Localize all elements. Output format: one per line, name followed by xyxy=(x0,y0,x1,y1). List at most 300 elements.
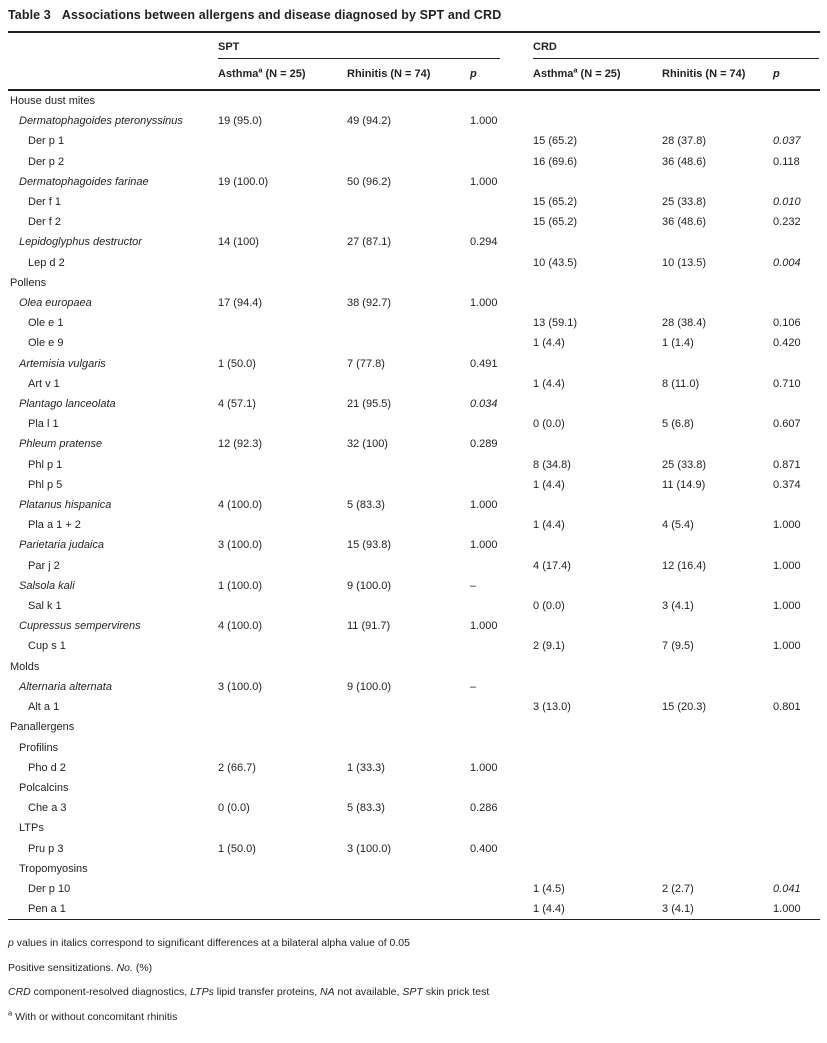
crd-rhinitis-value xyxy=(662,657,773,677)
spt-rhinitis-value xyxy=(347,717,470,737)
spt-rhinitis-value: 5 (83.3) xyxy=(347,499,385,512)
spt-p-value: 1.000 xyxy=(470,175,498,188)
spt-rhinitis-value xyxy=(347,738,470,758)
spt-rhinitis-value xyxy=(347,899,470,920)
spt-p-value: 1.000 xyxy=(470,115,498,128)
crd-rhinitis-value: 1 (1.4) xyxy=(662,337,694,350)
spt-asthma-value xyxy=(218,879,347,899)
spt-p-value: 1.000 xyxy=(470,761,498,774)
crd-p-value: 0.871 xyxy=(773,458,801,471)
crd-rhinitis-value: 15 (20.3) xyxy=(662,701,707,714)
spt-p-value xyxy=(470,879,533,899)
table-row xyxy=(8,495,820,515)
crd-asthma-value xyxy=(533,717,662,737)
crd-rhinitis-header: Rhinitis (N = 74) xyxy=(662,59,773,90)
spt-rhinitis-value: 15 (93.8) xyxy=(347,539,392,552)
spt-p-value xyxy=(470,657,533,677)
crd-p-value xyxy=(773,495,820,515)
spt-rhinitis-value xyxy=(347,556,470,576)
crd-asthma-value: 1 (4.4) xyxy=(533,519,565,532)
crd-asthma-value: 10 (43.5) xyxy=(533,256,578,269)
allergen-name: Cup s 1 xyxy=(28,640,66,653)
table-row xyxy=(8,758,820,778)
crd-p-value: 0.118 xyxy=(773,155,800,168)
allergen-name: Der f 1 xyxy=(28,196,62,209)
allergen-name: Der p 2 xyxy=(28,155,65,168)
crd-rhinitis-value xyxy=(662,434,773,454)
crd-rhinitis-value: 25 (33.8) xyxy=(662,196,707,209)
spt-p-value xyxy=(470,717,533,737)
crd-asthma-value xyxy=(533,859,662,879)
spt-p-value xyxy=(470,192,533,212)
crd-asthma-value xyxy=(533,273,662,293)
allergen-name: Pen a 1 xyxy=(28,903,66,916)
table-row xyxy=(8,111,820,131)
allergen-name: Pru p 3 xyxy=(28,842,64,855)
allergen-name: Salsola kali xyxy=(19,579,75,592)
crd-asthma-value xyxy=(533,576,662,596)
table-caption: Associations between allergens and disease diagnosed by SPT and CRD xyxy=(61,8,502,22)
table-row xyxy=(8,899,820,920)
crd-asthma-value xyxy=(533,293,662,313)
crd-rhinitis-value: 4 (5.4) xyxy=(662,519,694,532)
spt-p-value xyxy=(470,90,533,111)
spt-rhinitis-value: 1 (33.3) xyxy=(347,761,385,774)
allergen-name: Art v 1 xyxy=(28,377,60,390)
spt-asthma-value xyxy=(218,273,347,293)
spt-p-value xyxy=(470,556,533,576)
spt-p-value xyxy=(470,818,533,838)
crd-rhinitis-value xyxy=(662,738,773,758)
spt-rhinitis-value: 9 (100.0) xyxy=(347,680,392,693)
spt-asthma-value: 14 (100) xyxy=(218,236,259,249)
spt-p-value xyxy=(470,131,533,151)
spt-p-value xyxy=(470,859,533,879)
table-number: Table 3 xyxy=(8,8,51,22)
sensitizations-note xyxy=(8,956,820,981)
crd-asthma-value xyxy=(533,677,662,697)
table-row xyxy=(8,475,820,495)
spt-asthma-value xyxy=(218,738,347,758)
crd-rhinitis-value xyxy=(662,778,773,798)
crd-asthma-value xyxy=(533,232,662,252)
crd-asthma-value xyxy=(533,394,662,414)
crd-p-value: 0.041 xyxy=(773,882,801,895)
spt-p-value xyxy=(470,697,533,717)
spt-asthma-value xyxy=(218,253,347,273)
table-row xyxy=(8,455,820,475)
spt-asthma-value xyxy=(218,515,347,535)
allergen-column-header xyxy=(8,59,218,90)
crd-asthma-value: 0 (0.0) xyxy=(533,600,565,613)
crd-rhinitis-value: 25 (33.8) xyxy=(662,458,707,471)
table-row xyxy=(8,253,820,273)
crd-p-value: 0.420 xyxy=(773,337,801,350)
crd-asthma-value xyxy=(533,535,662,555)
crd-p-value: 0.037 xyxy=(773,135,801,148)
asthma-header-text: Asthma xyxy=(218,68,259,80)
spt-rhinitis-value: 5 (83.3) xyxy=(347,802,385,815)
table-row xyxy=(8,556,820,576)
allergen-name: Olea europaea xyxy=(19,297,92,310)
table-row xyxy=(8,212,820,232)
spt-section-header xyxy=(218,32,533,59)
crd-asthma-header xyxy=(533,59,662,90)
table-row xyxy=(8,434,820,454)
spt-asthma-value: 19 (95.0) xyxy=(218,115,263,128)
crd-asthma-value xyxy=(533,798,662,818)
footnotes xyxy=(8,931,820,1029)
spt-asthma-value: 12 (92.3) xyxy=(218,438,263,451)
allergen-name: Panallergens xyxy=(10,721,75,734)
spt-asthma-value xyxy=(218,556,347,576)
spt-p-value xyxy=(470,333,533,353)
spt-asthma-value xyxy=(218,475,347,495)
crd-asthma-value: 13 (59.1) xyxy=(533,317,578,330)
crd-p-value xyxy=(773,657,820,677)
spt-asthma-value xyxy=(218,152,347,172)
spt-p-value xyxy=(470,515,533,535)
asthma-n-text: (N = 25) xyxy=(580,68,621,80)
table-row xyxy=(8,333,820,353)
crd-asthma-value xyxy=(533,172,662,192)
spt-p-value: 0.294 xyxy=(470,236,498,249)
crd-rhinitis-value xyxy=(662,232,773,252)
allergen-name: Lepidoglyphus destructor xyxy=(19,236,142,249)
allergen-name: Sal k 1 xyxy=(28,600,62,613)
crd-p-value xyxy=(773,778,820,798)
table-row xyxy=(8,293,820,313)
table-row xyxy=(8,576,820,596)
table-row xyxy=(8,839,820,859)
crd-p-value: 1.000 xyxy=(773,640,801,653)
spt-rhinitis-value xyxy=(347,778,470,798)
crd-label: CRD xyxy=(533,41,557,53)
footnote-text-segment: values in italics correspond to significant differences at a bilateral alpha value of 0.05 xyxy=(13,937,410,950)
allergen-name: Der p 1 xyxy=(28,135,65,148)
allergen-name: Molds xyxy=(10,660,40,673)
spt-p-value xyxy=(470,374,533,394)
crd-p-value xyxy=(773,293,820,313)
crd-p-value xyxy=(773,677,820,697)
crd-asthma-value xyxy=(533,111,662,131)
crd-rhinitis-value xyxy=(662,818,773,838)
table-row xyxy=(8,616,820,636)
table-row xyxy=(8,515,820,535)
crd-p-value: 0.106 xyxy=(773,317,801,330)
crd-rhinitis-value: 11 (14.9) xyxy=(662,478,706,491)
spt-asthma-value: 4 (57.1) xyxy=(218,398,256,411)
spt-rhinitis-value: 7 (77.8) xyxy=(347,357,385,370)
allergen-name: LTPs xyxy=(19,822,44,835)
spt-rhinitis-value xyxy=(347,515,470,535)
spt-asthma-value xyxy=(218,333,347,353)
spt-p-value xyxy=(470,414,533,434)
table-row xyxy=(8,778,820,798)
spt-rhinitis-value: 49 (94.2) xyxy=(347,115,392,128)
allergen-name: Cupressus sempervirens xyxy=(19,620,141,633)
crd-p-value xyxy=(773,859,820,879)
spt-rhinitis-value: 3 (100.0) xyxy=(347,842,392,855)
spt-asthma-value xyxy=(218,414,347,434)
spt-asthma-value: 3 (100.0) xyxy=(218,680,263,693)
spt-rhinitis-value xyxy=(347,818,470,838)
crd-rhinitis-value xyxy=(662,354,773,374)
spt-rhinitis-value xyxy=(347,212,470,232)
crd-asthma-value xyxy=(533,738,662,758)
spt-p-value: 1.000 xyxy=(470,620,498,633)
spt-p-value: – xyxy=(470,579,477,592)
crd-p-value xyxy=(773,616,820,636)
table-row xyxy=(8,394,820,414)
table-row xyxy=(8,738,820,758)
crd-rhinitis-value xyxy=(662,111,773,131)
crd-rhinitis-value xyxy=(662,172,773,192)
crd-p-value xyxy=(773,535,820,555)
table-row xyxy=(8,697,820,717)
crd-p-value: 1.000 xyxy=(773,903,801,916)
crd-rhinitis-value xyxy=(662,273,773,293)
spt-p-value xyxy=(470,313,533,333)
allergen-name: Pho d 2 xyxy=(28,761,66,774)
spt-p-value xyxy=(470,152,533,172)
crd-asthma-value: 2 (9.1) xyxy=(533,640,565,653)
table-row xyxy=(8,374,820,394)
table-row xyxy=(8,717,820,737)
footnote-text-segment: p xyxy=(8,937,14,950)
table-row xyxy=(8,657,820,677)
table-row xyxy=(8,313,820,333)
footnote-text-segment: (%) xyxy=(132,961,153,974)
crd-rhinitis-value xyxy=(662,535,773,555)
table-row xyxy=(8,354,820,374)
crd-rhinitis-value: 10 (13.5) xyxy=(662,256,707,269)
crd-p-value xyxy=(773,738,820,758)
spt-asthma-value: 1 (100.0) xyxy=(218,579,263,592)
allergen-name: Dermatophagoides pteronyssinus xyxy=(19,115,183,128)
spt-asthma-value xyxy=(218,212,347,232)
spt-asthma-value xyxy=(218,90,347,111)
spt-rhinitis-value xyxy=(347,879,470,899)
allergen-name: House dust mites xyxy=(10,95,95,107)
crd-p-value: 0.004 xyxy=(773,256,801,269)
footnote-text-segment: NA xyxy=(320,986,335,999)
crd-p-value xyxy=(773,232,820,252)
crd-rhinitis-value xyxy=(662,839,773,859)
crd-asthma-value xyxy=(533,90,662,111)
crd-asthma-value: 4 (17.4) xyxy=(533,559,571,572)
crd-asthma-value xyxy=(533,758,662,778)
spt-p-value xyxy=(470,596,533,616)
crd-asthma-value xyxy=(533,657,662,677)
crd-asthma-value: 15 (65.2) xyxy=(533,216,578,229)
crd-p-value xyxy=(773,758,820,778)
allergen-name: Pla l 1 xyxy=(28,418,59,431)
crd-asthma-value xyxy=(533,495,662,515)
table-row xyxy=(8,192,820,212)
allergen-name: Phleum pratense xyxy=(19,438,103,451)
spt-p-value xyxy=(470,475,533,495)
allergen-name: Profilins xyxy=(19,741,59,754)
spt-p-value: 1.000 xyxy=(470,499,498,512)
crd-rhinitis-value xyxy=(662,616,773,636)
crd-rhinitis-value xyxy=(662,90,773,111)
allergen-name: Ole e 1 xyxy=(28,317,64,330)
crd-asthma-value: 1 (4.4) xyxy=(533,337,565,350)
crd-asthma-value xyxy=(533,616,662,636)
crd-p-value xyxy=(773,394,820,414)
spt-rhinitis-value: 38 (92.7) xyxy=(347,297,392,310)
crd-rhinitis-value xyxy=(662,394,773,414)
spt-p-header: p xyxy=(470,59,533,90)
allergen-name: Der p 10 xyxy=(28,882,71,895)
spt-rhinitis-value xyxy=(347,636,470,656)
spt-p-value: 0.034 xyxy=(470,398,498,411)
crd-p-value: 1.000 xyxy=(773,559,801,572)
allergen-name: Platanus hispanica xyxy=(19,499,112,512)
spt-rhinitis-value xyxy=(347,455,470,475)
crd-asthma-value: 1 (4.5) xyxy=(533,882,565,895)
abbreviations-note xyxy=(8,980,820,1005)
crd-rhinitis-value xyxy=(662,495,773,515)
associations-table xyxy=(8,31,820,920)
table-row xyxy=(8,273,820,293)
spt-rhinitis-value xyxy=(347,859,470,879)
spt-asthma-value xyxy=(218,596,347,616)
spt-asthma-value: 1 (50.0) xyxy=(218,357,256,370)
spt-asthma-value: 4 (100.0) xyxy=(218,499,263,512)
spt-asthma-value xyxy=(218,859,347,879)
crd-rhinitis-value xyxy=(662,859,773,879)
crd-p-header: p xyxy=(773,59,820,90)
table-title xyxy=(8,8,820,22)
spt-asthma-value xyxy=(218,778,347,798)
footnote-text-segment: Positive sensitizations. xyxy=(8,961,117,974)
spt-p-value xyxy=(470,778,533,798)
spt-asthma-value xyxy=(218,717,347,737)
crd-p-value: 0.607 xyxy=(773,418,801,431)
column-header-row xyxy=(8,59,820,90)
crd-rhinitis-value: 3 (4.1) xyxy=(662,600,694,613)
spt-rhinitis-value xyxy=(347,192,470,212)
crd-p-value: 0.801 xyxy=(773,701,801,714)
crd-p-value xyxy=(773,717,820,737)
table-row xyxy=(8,798,820,818)
footnote-text-segment: With or without concomitant rhinitis xyxy=(15,1010,178,1023)
spt-rhinitis-value xyxy=(347,697,470,717)
crd-p-value: 0.010 xyxy=(773,196,801,209)
table-row xyxy=(8,232,820,252)
spt-rhinitis-value xyxy=(347,374,470,394)
table-row xyxy=(8,879,820,899)
spt-rhinitis-value xyxy=(347,131,470,151)
asthma-footnote xyxy=(8,1005,820,1030)
spt-asthma-value: 3 (100.0) xyxy=(218,539,263,552)
spt-asthma-value: 17 (94.4) xyxy=(218,297,263,310)
asthma-footnote-marker: a xyxy=(258,65,263,75)
crd-rhinitis-value xyxy=(662,758,773,778)
crd-asthma-value xyxy=(533,839,662,859)
crd-p-value: 0.374 xyxy=(773,478,801,491)
spt-p-value: 0.400 xyxy=(470,842,498,855)
crd-p-value xyxy=(773,354,820,374)
allergen-name: Phl p 5 xyxy=(28,478,63,491)
crd-asthma-value: 1 (4.4) xyxy=(533,903,565,916)
spt-p-value xyxy=(470,212,533,232)
spt-asthma-value xyxy=(218,657,347,677)
crd-asthma-value: 15 (65.2) xyxy=(533,135,578,148)
allergen-name: Tropomyosins xyxy=(19,862,88,875)
spt-asthma-value xyxy=(218,455,347,475)
spt-p-value: 0.491 xyxy=(470,357,498,370)
table-row xyxy=(8,818,820,838)
spt-rhinitis-value: 21 (95.5) xyxy=(347,398,392,411)
crd-asthma-value: 0 (0.0) xyxy=(533,418,565,431)
table-row xyxy=(8,636,820,656)
crd-asthma-value xyxy=(533,354,662,374)
spt-asthma-value: 0 (0.0) xyxy=(218,802,250,815)
crd-p-value xyxy=(773,798,820,818)
allergen-name: Lep d 2 xyxy=(28,256,65,269)
spt-asthma-value xyxy=(218,818,347,838)
asthma-header-text: Asthma xyxy=(533,68,574,80)
spt-rhinitis-value: 11 (91.7) xyxy=(347,620,391,633)
spt-rhinitis-value: 27 (87.1) xyxy=(347,236,392,249)
crd-rhinitis-value xyxy=(662,717,773,737)
table-row xyxy=(8,859,820,879)
allergen-name: Der f 2 xyxy=(28,216,62,229)
spt-asthma-value xyxy=(218,313,347,333)
crd-rhinitis-value: 28 (38.4) xyxy=(662,317,707,330)
allergen-name: Par j 2 xyxy=(28,559,60,572)
crd-section-rule xyxy=(533,41,819,59)
crd-rhinitis-value: 3 (4.1) xyxy=(662,903,694,916)
allergen-name: Parietaria judaica xyxy=(19,539,104,552)
crd-p-value xyxy=(773,273,820,293)
table-row xyxy=(8,90,820,111)
table-row xyxy=(8,131,820,151)
footnote-text-segment: lipid transfer proteins, xyxy=(213,986,321,999)
spt-asthma-header xyxy=(218,59,347,90)
footnote-text-segment: No. xyxy=(116,961,133,974)
spt-rhinitis-value xyxy=(347,152,470,172)
spt-rhinitis-value xyxy=(347,414,470,434)
spt-p-value: – xyxy=(470,680,477,693)
footnote-text-segment: CRD xyxy=(8,986,31,999)
spt-asthma-value xyxy=(218,899,347,920)
significance-note xyxy=(8,931,820,956)
spt-asthma-value xyxy=(218,131,347,151)
spt-asthma-value: 2 (66.7) xyxy=(218,761,256,774)
crd-rhinitis-value: 5 (6.8) xyxy=(662,418,694,431)
spt-rhinitis-value xyxy=(347,475,470,495)
crd-asthma-value: 15 (65.2) xyxy=(533,196,578,209)
spt-p-value xyxy=(470,899,533,920)
spt-rhinitis-value: 32 (100) xyxy=(347,438,388,451)
spt-asthma-value: 1 (50.0) xyxy=(218,842,256,855)
crd-rhinitis-value: 28 (37.8) xyxy=(662,135,707,148)
spt-p-value xyxy=(470,273,533,293)
spt-rhinitis-value xyxy=(347,333,470,353)
allergen-name: Artemisia vulgaris xyxy=(19,357,106,370)
spt-p-value: 0.289 xyxy=(470,438,498,451)
crd-rhinitis-value: 7 (9.5) xyxy=(662,640,694,653)
asthma-n-text: (N = 25) xyxy=(265,68,306,80)
crd-rhinitis-value: 8 (11.0) xyxy=(662,377,700,390)
section-header-row xyxy=(8,32,820,59)
crd-asthma-value: 1 (4.4) xyxy=(533,377,565,390)
allergen-name: Polcalcins xyxy=(19,781,69,794)
